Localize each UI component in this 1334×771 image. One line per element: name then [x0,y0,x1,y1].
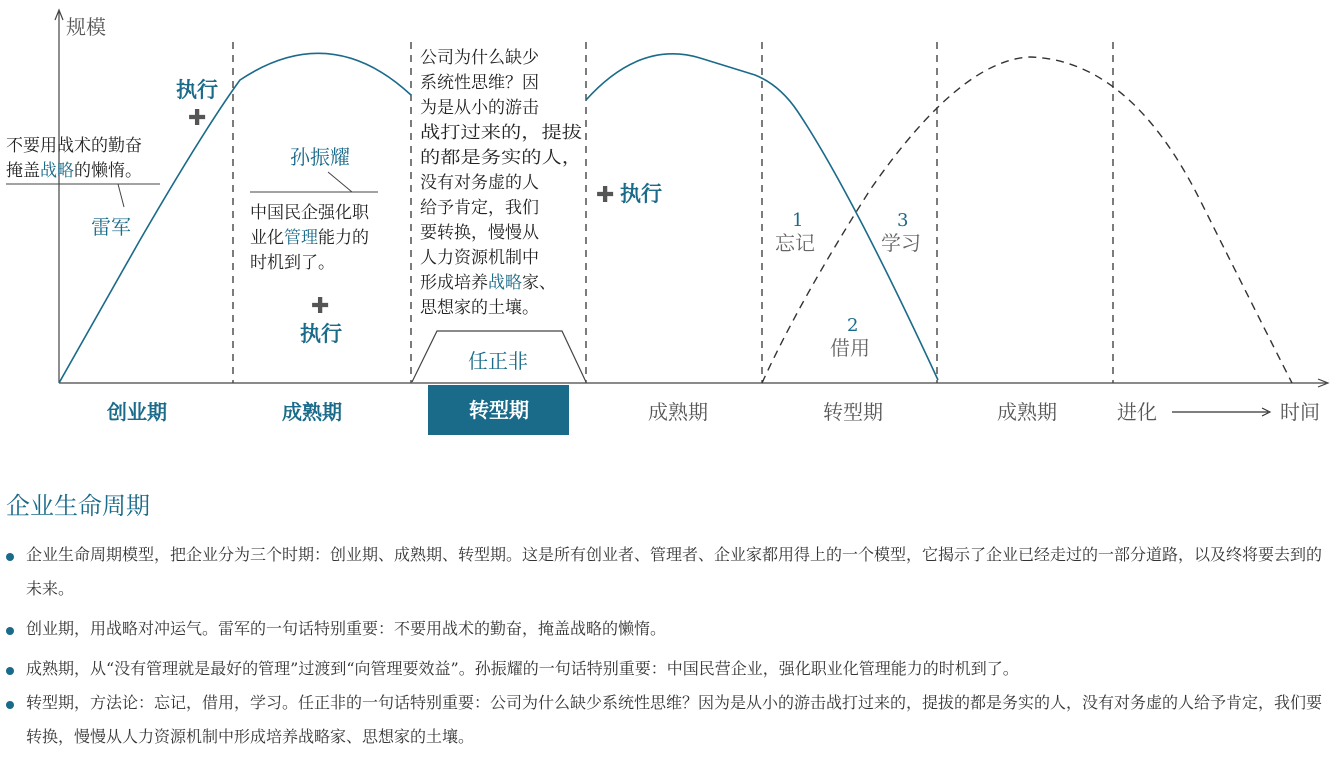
mature-quote-line3: 时机到了。 [250,253,335,273]
svg-text:系统性思维？因: 系统性思维？因 [420,73,539,93]
transform-quote [420,48,582,318]
svg-text:的都是务实的人，: 的都是务实的人， [420,148,582,168]
phase-label-5: 转型期 [823,400,883,424]
bullet-dot-icon [6,701,14,709]
svg-text:人力资源机制中: 人力资源机制中 [420,248,539,268]
svg-text:没有对务虚的人: 没有对务虚的人 [420,173,539,193]
bullet-dot-icon [6,667,14,675]
startup-person: 雷军 [91,215,131,239]
mature-pointer [328,172,352,192]
bullet-dot-icon [6,627,14,635]
step-1-number: 1 [792,210,804,231]
phase-label-1: 创业期 [107,400,167,424]
lifecycle-curve-new [762,57,1292,383]
plus-icon: ✚ [188,106,207,131]
transform-exec-label: 执行 [620,182,662,206]
bullet-list [6,538,1326,754]
step-2-number: 2 [847,315,859,336]
y-axis-label: 规模 [66,15,106,39]
svg-text:形成培养战略家、: 形成培养战略家、 [420,273,556,293]
svg-text:思想家的土壤。: 思想家的土壤。 [420,298,539,318]
mature-quote-line1: 中国民企强化职 [250,203,369,223]
mature-person: 孙振耀 [290,145,350,169]
list-item: 转型期，方法论：忘记，借用，学习。任正非的一句话特别重要：公司为什么缺少系统性思维？因为是从小的游击战打过来的，提拔的都是务实的人，没有对务虚的人给予肯定，我们要转换，慢慢从人力资源机制中形成培养战略家、思想家的土壤。 [6,686,1326,754]
plus-icon: ✚ [596,183,615,208]
section-title: 企业生命周期 [6,492,150,520]
svg-text:给予肯定，我们: 给予肯定，我们 [420,198,539,218]
phase-label-2: 成熟期 [282,400,342,424]
svg-text:公司为什么缺少: 公司为什么缺少 [420,48,539,68]
startup-quote-line2: 掩盖战略的懒惰。 [6,161,142,181]
phase-label-3: 转型期 [469,398,529,422]
plus-icon: ✚ [311,294,330,319]
x-axis-label: 时间 [1280,400,1320,424]
step-3-label: 学习 [881,231,921,255]
mature-exec-label: 执行 [300,322,342,346]
transform-person: 任正非 [468,349,528,373]
svg-text:为是从小的游击: 为是从小的游击 [420,98,539,118]
step-3-number: 3 [897,210,909,231]
phase-label-4: 成熟期 [648,400,708,424]
svg-text:要转换，慢慢从: 要转换，慢慢从 [420,223,539,243]
mature-quote-line2: 业化管理能力的 [250,228,369,248]
list-item: 成熟期，从“没有管理就是最好的管理”过渡到“向管理要效益”。孙振耀的一句话特别重要：中国民营企业，强化职业化管理能力的时机到了。 [6,652,1326,686]
step-1-label: 忘记 [775,231,815,255]
svg-text:战打过来的，提拔: 战打过来的，提拔 [420,123,582,143]
list-item: 企业生命周期模型，把企业分为三个时期：创业期、成熟期、转型期。这是所有创业者、管理者、企业家都用得上的一个模型，它揭示了企业已经走过的一部分道路，以及终将要去到的未来。 [6,538,1326,606]
step-2-label: 借用 [830,336,870,360]
startup-exec-label: 执行 [176,78,218,102]
bullet-dot-icon [6,553,14,561]
startup-quote-line1: 不要用战术的勤奋 [6,136,142,156]
phase-label-6: 成熟期 [997,400,1057,424]
evolve-label: 进化 [1117,400,1157,424]
list-item: 创业期，用战略对冲运气。雷军的一句话特别重要：不要用战术的勤奋，掩盖战略的懒惰。 [6,612,1326,646]
startup-quote-pointer [118,184,124,207]
